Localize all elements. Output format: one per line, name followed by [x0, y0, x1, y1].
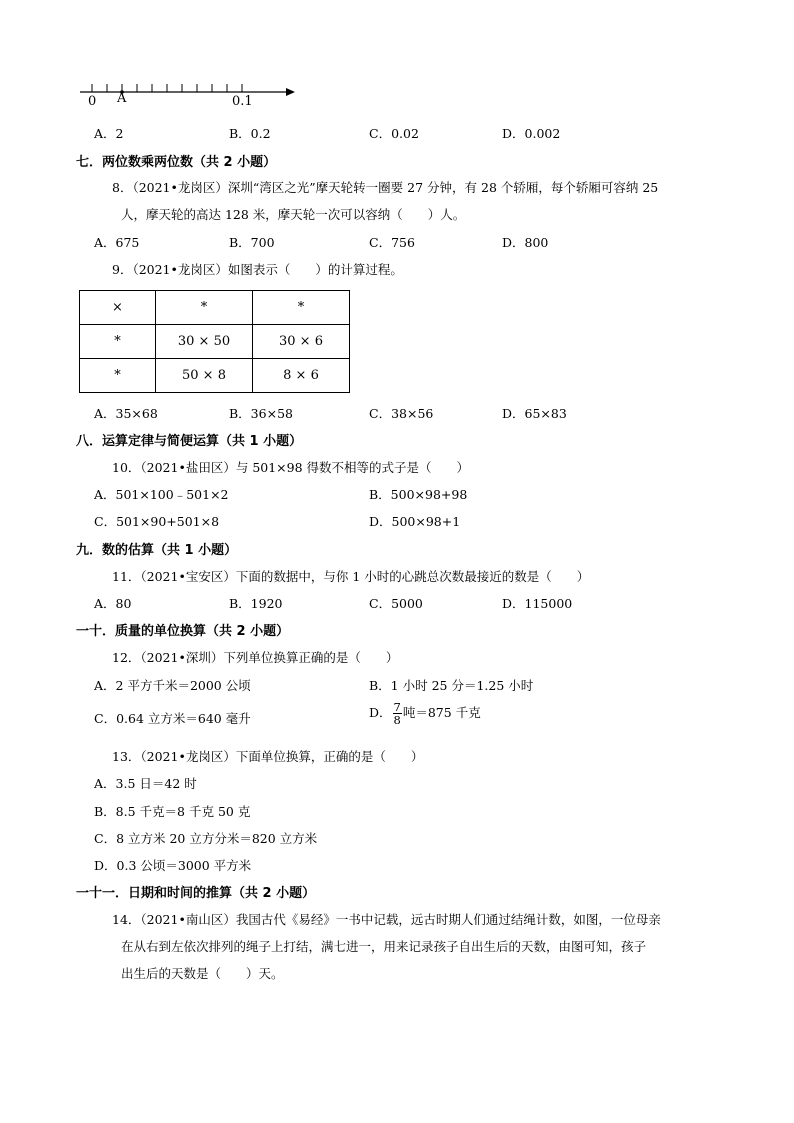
- q9-option-a: A．35×68: [94, 406, 158, 421]
- table-cell: ×: [80, 291, 156, 325]
- q12-option-c: C．0.64 立方米＝640 毫升: [94, 711, 251, 726]
- q9-stem: 9．（2021•龙岗区）如图表示（ ）的计算过程。: [112, 262, 403, 277]
- table-cell: 30 × 50: [156, 325, 253, 359]
- q13-option-a: A．3.5 日＝42 时: [94, 776, 197, 791]
- q10-option-a: A．501×100﹣501×2: [94, 487, 229, 502]
- table-cell: 50 × 8: [156, 359, 253, 393]
- table-cell: 8 × 6: [253, 359, 350, 393]
- number-line-zero-label: 0: [88, 94, 97, 109]
- q11-option-b: B．1920: [229, 596, 283, 611]
- q12-option-d-prefix: D．: [369, 705, 392, 720]
- q14-stem-line1: 14．（2021•南山区）我国古代《易经》一书中记载，远古时期人们通过结绳计数，如图，一位母亲: [112, 912, 661, 927]
- q9-multiplication-table: [79, 290, 350, 393]
- q12-option-d-fraction: [393, 701, 402, 726]
- q8-stem-line2: 人，摩天轮的高达 128 米，摩天轮一次可以容纳（ ）人。: [121, 207, 466, 222]
- q13-option-b: B．8.5 千克＝8 千克 50 克: [94, 804, 251, 819]
- q12-option-a: A．2 平方千米＝2000 公顷: [94, 678, 251, 693]
- fraction-denominator: 8: [393, 713, 401, 727]
- q8-option-a: A．675: [94, 235, 140, 250]
- number-line-ticks: [92, 84, 242, 92]
- section-10-title: 一十．质量的单位换算（共 2 小题）: [76, 624, 290, 639]
- table-cell: *: [80, 359, 156, 393]
- q11-option-a: A．80: [94, 596, 132, 611]
- prev-option-c: C．0.02: [369, 126, 419, 141]
- q9-option-c: C．38×56: [369, 406, 434, 421]
- q11-option-c: C．5000: [369, 596, 423, 611]
- number-line-end-label: 0.1: [232, 94, 253, 109]
- table-cell: *: [253, 291, 350, 325]
- q9-option-b: B．36×58: [229, 406, 293, 421]
- q12-option-d-suffix: 吨＝875 千克: [402, 705, 481, 720]
- number-line-figure: [74, 76, 304, 112]
- q12-option-d: [369, 701, 481, 726]
- q8-option-c: C．756: [369, 235, 415, 250]
- q13-stem: 13．（2021•龙岗区）下面单位换算，正确的是（ ）: [112, 749, 424, 764]
- number-line-a-label: A: [117, 91, 127, 106]
- table-row: [80, 359, 350, 393]
- table-cell: *: [80, 325, 156, 359]
- fraction-numerator: 7: [393, 700, 401, 714]
- q11-stem: 11．（2021•宝安区）下面的数据中，与你 1 小时的心跳总次数最接近的数是（ ）: [112, 569, 590, 584]
- q14-stem-line2: 在从右到左依次排列的绳子上打结，满七进一，用来记录孩子自出生后的天数，由图可知，孩子: [121, 939, 647, 954]
- q12-stem: 12．（2021•深圳）下列单位换算正确的是（ ）: [112, 650, 399, 665]
- q10-stem: 10．（2021•盐田区）与 501×98 得数不相等的式子是（ ）: [112, 460, 470, 475]
- prev-option-d: D．0.002: [502, 126, 561, 141]
- number-line-arrow: [286, 88, 295, 96]
- section-9-title: 九．数的估算（共 1 小题）: [76, 543, 238, 558]
- q10-option-d: D．500×98+1: [369, 514, 461, 529]
- table-row: [80, 325, 350, 359]
- section-11-title: 一十一．日期和时间的推算（共 2 小题）: [76, 886, 316, 901]
- table-cell: *: [156, 291, 253, 325]
- q14-stem-line3: 出生后的天数是（ ）天。: [121, 966, 284, 981]
- section-8-title: 八．运算定律与简便运算（共 1 小题）: [76, 434, 303, 449]
- section-7-title: 七．两位数乘两位数（共 2 小题）: [76, 155, 277, 170]
- q12-option-b: B．1 小时 25 分＝1.25 小时: [369, 678, 534, 693]
- q13-option-c: C．8 立方米 20 立方分米＝820 立方米: [94, 831, 318, 846]
- table-row: [80, 291, 350, 325]
- q8-option-d: D．800: [502, 235, 549, 250]
- q10-option-c: C．501×90+501×8: [94, 514, 220, 529]
- q9-option-d: D．65×83: [502, 406, 567, 421]
- prev-option-a: A．2: [94, 126, 124, 141]
- q10-option-b: B．500×98+98: [369, 487, 468, 502]
- prev-option-b: B．0.2: [229, 126, 271, 141]
- table-cell: 30 × 6: [253, 325, 350, 359]
- q11-option-d: D．115000: [502, 596, 573, 611]
- q8-option-b: B．700: [229, 235, 275, 250]
- q13-option-d: D．0.3 公顷＝3000 平方米: [94, 858, 252, 873]
- q8-stem-line1: 8．（2021•龙岗区）深圳“湾区之光”摩天轮转一圈要 27 分钟，有 28 个轿厢，每个轿厢可容纳 25: [112, 180, 659, 195]
